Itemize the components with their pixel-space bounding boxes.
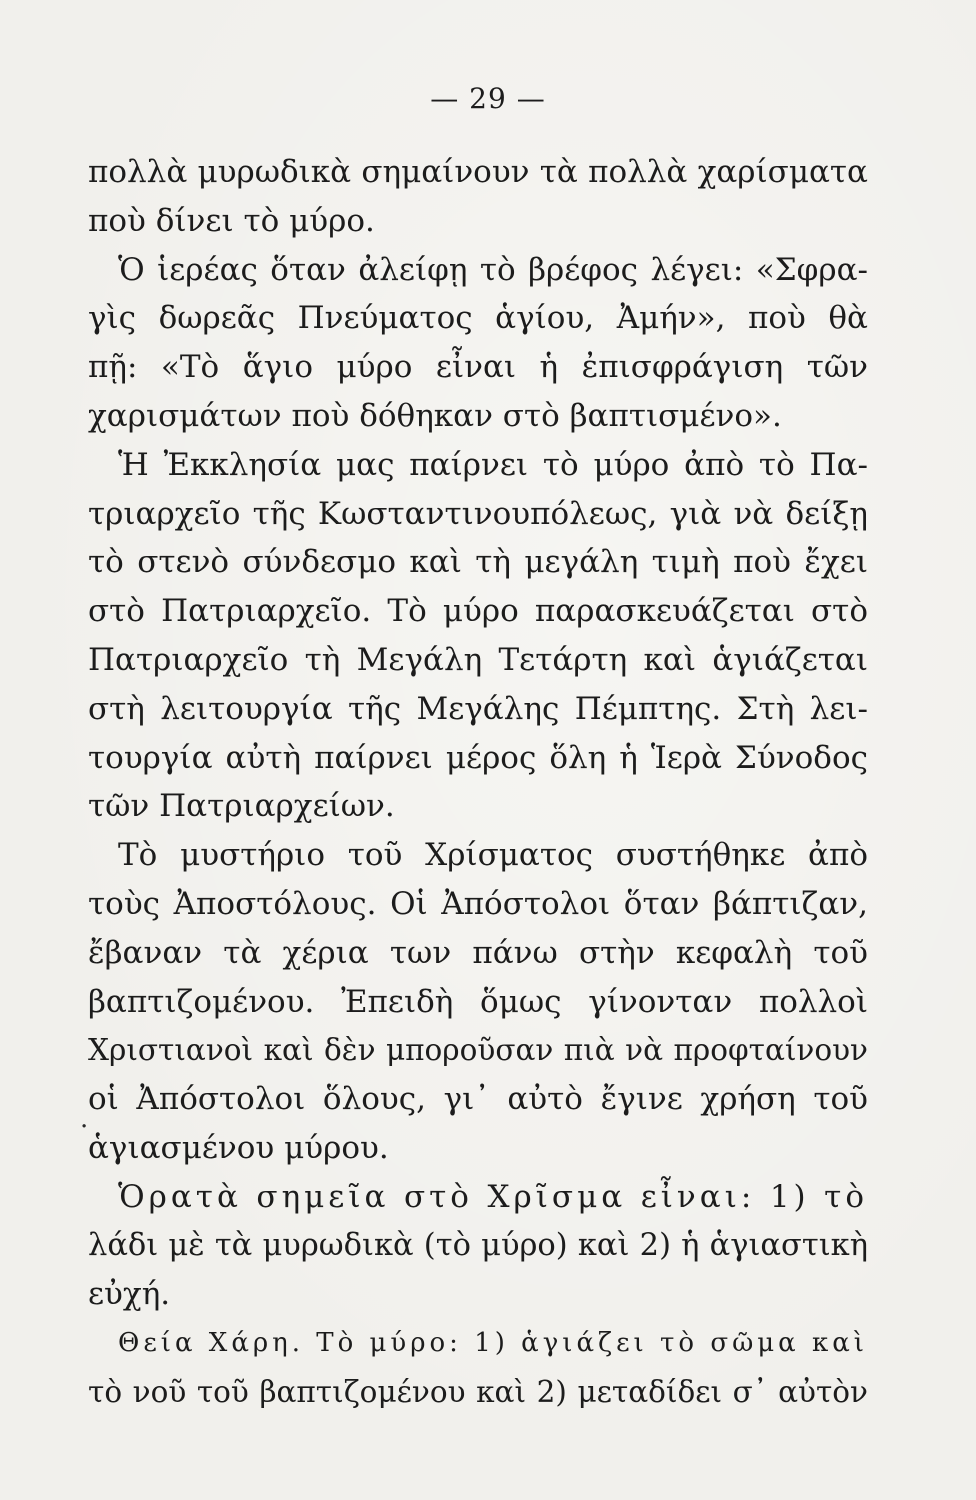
text-line: στὸ Πατριαρχεῖο. Τὸ μύρο παρασκευάζεται στὸ [88, 593, 868, 630]
text-line: Ἡ Ἐκκλησία μας παίρνει τὸ μύρο ἀπὸ τὸ Πα- [118, 446, 868, 483]
margin-dot-mark: · [80, 1112, 89, 1142]
text-line: γὶς δωρεᾶς Πνεύματος ἁγίου, Ἀμήν», ποὺ θὰ [88, 300, 868, 337]
page-number: — 29 — [430, 82, 546, 115]
text-line: τῶν Πατριαρχείων. [88, 788, 395, 825]
text-line: τουργία αὐτὴ παίρνει μέρος ὅλη ἡ Ἱερὰ Σύνοδος [88, 739, 868, 776]
text-line: βαπτιζομένου. Ἐπειδὴ ὅμως γίνονταν πολλοὶ [88, 983, 868, 1020]
text-line: τὸ στενὸ σύνδεσμο καὶ τὴ μεγάλη τιμὴ ποὺ ἔχει [88, 544, 868, 581]
text-line: Τὸ μυστήριο τοῦ Χρίσματος συστήθηκε ἀπὸ [118, 837, 868, 874]
body-text [88, 148, 868, 1417]
text-line: ἔβαναν τὰ χέρια των πάνω στὴν κεφαλὴ τοῦ [88, 934, 868, 971]
text-line: τριαρχεῖο τῆς Κωσταντινουπόλεως, γιὰ νὰ δείξῃ [88, 495, 868, 532]
text-line: πολλὰ μυρωδικὰ σημαίνουν τὰ πολλὰ χαρίσματα [88, 154, 868, 190]
text-line: ἁγιασμένου μύρου. [88, 1129, 389, 1166]
text-line: οἱ Ἀπόστολοι ὅλους, γι᾽ αὐτὸ ἔγινε χρήση τοῦ [88, 1081, 868, 1118]
text-line: Θεία Χάρη. Τὸ μύρο: 1) ἁγιάζει τὸ σῶμα καὶ [118, 1328, 868, 1359]
text-line: Πατριαρχεῖο τὴ Μεγάλη Τετάρτη καὶ ἁγιάζεται [88, 641, 868, 678]
text-line: πῇ: «Τὸ ἅγιο μύρο εἶναι ἡ ἐπισφράγιση τῶν [88, 349, 868, 386]
text-line: εὐχή. [88, 1276, 171, 1313]
text-line: Χριστιανοὶ καὶ δὲν μποροῦσαν πιὰ νὰ προφταίνουν [88, 1033, 868, 1068]
text-line: Ὁ ἱερέας ὅταν ἀλείφῃ τὸ βρέφος λέγει: «Σφρα- [118, 251, 868, 288]
text-line: τοὺς Ἀποστόλους. Οἱ Ἀπόστολοι ὅταν βάπτιζαν, [88, 885, 868, 922]
text-line: στὴ λειτουργία τῆς Μεγάλης Πέμπτης. Στὴ λει- [88, 690, 868, 727]
text-line: τὸ νοῦ τοῦ βαπτιζομένου καὶ 2) μεταδίδει σ᾽ αὐτὸν [88, 1374, 868, 1409]
text-line: λάδι μὲ τὰ μυρωδικὰ (τὸ μύρο) καὶ 2) ἡ ἁγιαστικὴ [88, 1227, 868, 1263]
text-line: χαρισμάτων ποὺ δόθηκαν στὸ βαπτισμένο». [88, 397, 782, 434]
text-line: Ὁρατὰ σημεῖα στὸ Χρῖσμα εἶναι: 1) τὸ [118, 1178, 868, 1215]
text-line: ποὺ δίνει τὸ μύρο. [88, 202, 375, 239]
